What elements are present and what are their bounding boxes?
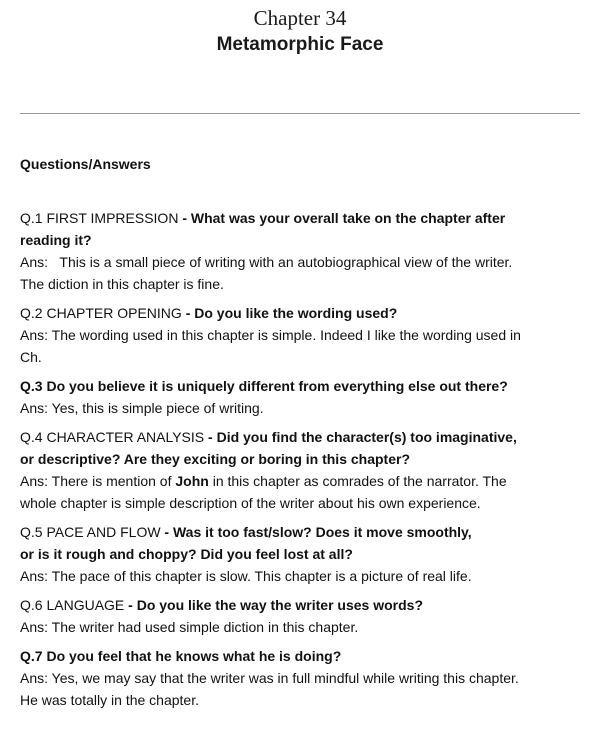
- answer-line: Ans: The wording used in this chapter is simple. Indeed I like the wording used in: [20, 327, 521, 343]
- question-category: Q.4 CHARACTER ANALYSIS: [20, 429, 205, 445]
- qa-item-3: [20, 375, 580, 419]
- qa-item-1: [20, 207, 580, 295]
- answer-line: [20, 470, 580, 492]
- question-line: [20, 375, 580, 397]
- question-text: or is it rough and choppy? Did you feel lost at all?: [20, 546, 353, 562]
- question-text: - Do you like the way the writer uses words?: [124, 597, 424, 613]
- question-2: [20, 302, 580, 324]
- question-line: [20, 594, 580, 616]
- horizontal-rule: [20, 113, 580, 114]
- answer-1: [20, 251, 580, 295]
- question-line: [20, 426, 580, 448]
- answer-line: whole chapter is simple description of the writer about his own experience.: [20, 495, 481, 511]
- answer-2: [20, 324, 580, 368]
- answer-5: [20, 565, 580, 587]
- question-text: Q.7 Do you feel that he knows what he is doing?: [20, 648, 342, 664]
- section-heading: Questions/Answers: [20, 156, 151, 172]
- question-text: Q.3 Do you believe it is uniquely different from everything else out there?: [20, 378, 508, 394]
- question-5: [20, 521, 580, 565]
- question-text: - What was your overall take on the chapter after: [178, 210, 506, 226]
- question-category: Q.1 FIRST IMPRESSION: [20, 210, 179, 226]
- question-1: [20, 207, 580, 251]
- question-line: [20, 645, 580, 667]
- question-line: [20, 543, 580, 565]
- answer-line: The diction in this chapter is fine.: [20, 276, 224, 292]
- qa-item-4: [20, 426, 580, 514]
- question-7: [20, 645, 580, 667]
- answer-7: [20, 667, 580, 711]
- question-text: - Was it too fast/slow? Does it move smoothly,: [160, 524, 472, 540]
- question-text: - Did you find the character(s) too imaginative,: [204, 429, 517, 445]
- question-text: or descriptive? Are they exciting or boring in this chapter?: [20, 451, 410, 467]
- answer-4: [20, 470, 580, 514]
- answer-6: [20, 616, 580, 638]
- question-line: [20, 207, 580, 229]
- question-line: [20, 448, 580, 470]
- question-category: Q.6 LANGUAGE: [20, 597, 125, 613]
- answer-3: [20, 397, 580, 419]
- answer-line: Ans: The pace of this chapter is slow. This chapter is a picture of real life.: [20, 568, 472, 584]
- character-name: John: [175, 473, 209, 489]
- question-line: [20, 521, 580, 543]
- answer-line: Ans: Yes, this is simple piece of writing.: [20, 400, 264, 416]
- answer-line: Ans: Yes, we may say that the writer was in full mindful while writing this chapter.: [20, 670, 519, 686]
- answer-line: Ans: The writer had used simple diction in this chapter.: [20, 619, 359, 635]
- question-text: reading it?: [20, 232, 92, 248]
- answer-line: Ans: This is a small piece of writing with an autobiographical view of the writer.: [20, 254, 513, 270]
- answer-line: Ch.: [20, 349, 42, 365]
- question-6: [20, 594, 580, 616]
- qa-item-2: [20, 302, 580, 368]
- chapter-number: Chapter 34: [253, 6, 347, 30]
- question-text: - Do you like the wording used?: [181, 305, 398, 321]
- qa-item-7: [20, 645, 580, 711]
- qa-list: [20, 207, 580, 718]
- question-category: Q.5 PACE AND FLOW: [20, 524, 161, 540]
- question-line: [20, 229, 580, 251]
- chapter-title: Metamorphic Face: [216, 34, 384, 55]
- qa-item-6: [20, 594, 580, 638]
- answer-line: He was totally in the chapter.: [20, 692, 199, 708]
- qa-item-5: [20, 521, 580, 587]
- answer-text: in this chapter as comrades of the narrator. The: [208, 473, 507, 489]
- question-4: [20, 426, 580, 470]
- answer-text: Ans: There is mention of: [20, 473, 176, 489]
- question-line: [20, 302, 580, 324]
- question-category: Q.2 CHAPTER OPENING: [20, 305, 182, 321]
- question-3: [20, 375, 580, 397]
